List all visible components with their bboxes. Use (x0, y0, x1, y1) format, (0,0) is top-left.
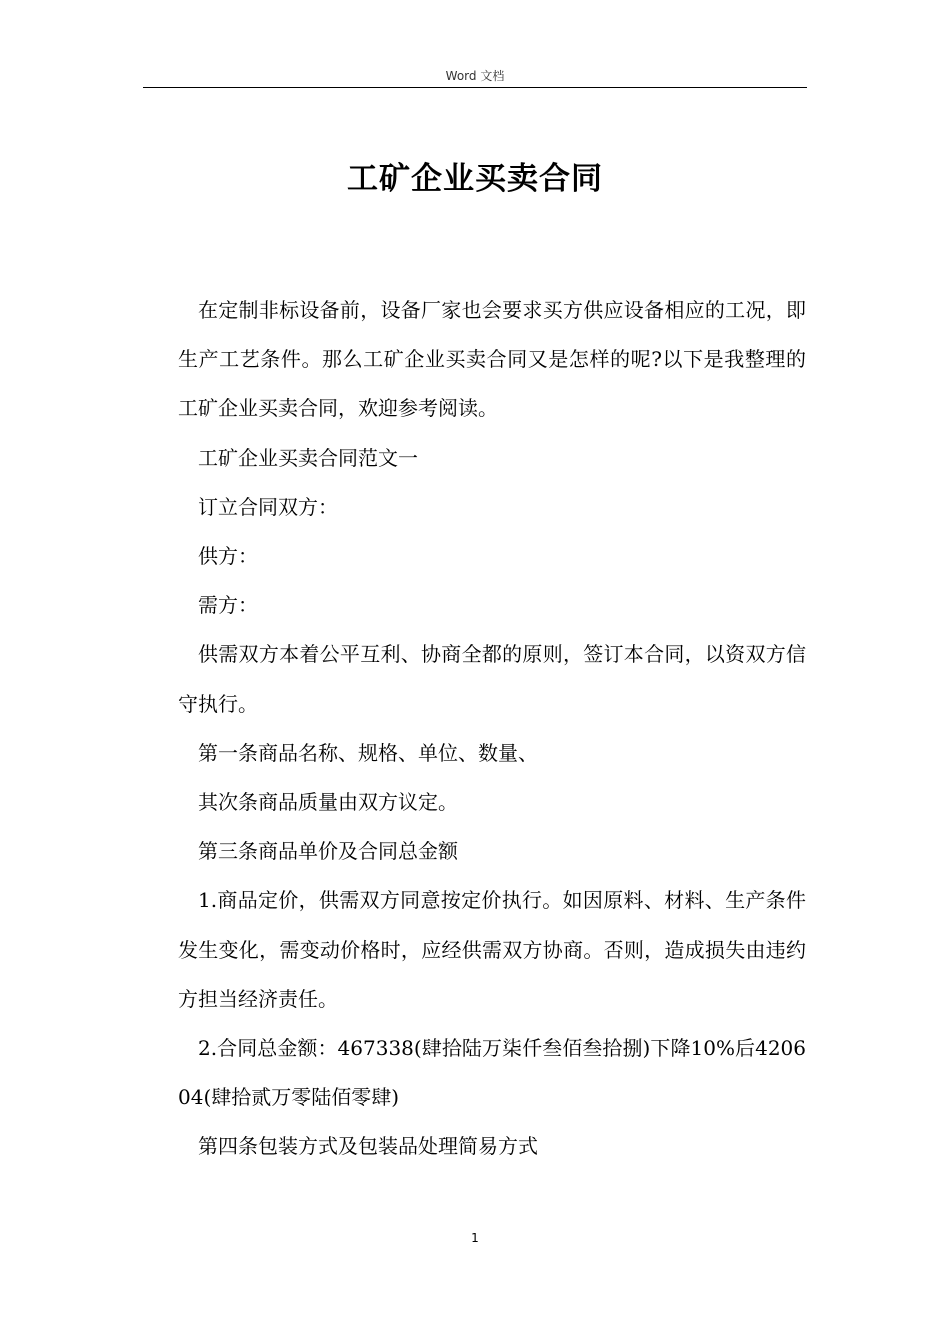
header-divider (143, 87, 807, 88)
document-title: 工矿企业买卖合同 (347, 161, 603, 197)
paragraph-article-3-item-2: 2.合同总金额：467338(肆拾陆万柒仟叁佰叁拾捌)下降10%后420604(肆拾贰万零陆佰零肆) (178, 1036, 806, 1110)
paragraph-article-4: 第四条包装方式及包装品处理简易方式 (198, 1134, 538, 1159)
paragraph-parties: 订立合同双方： (198, 494, 338, 519)
page-header: Word 文档 (445, 69, 505, 83)
paragraph-sample-heading: 工矿企业买卖合同范文一 (198, 445, 418, 470)
paragraph-buyer: 需方： (198, 593, 258, 618)
paragraph-article-2: 其次条商品质量由双方议定。 (198, 790, 458, 815)
paragraph-intro: 在定制非标设备前，设备厂家也会要求买方供应设备相应的工况，即生产工艺条件。那么工矿企业买卖合同又是怎样的呢?以下是我整理的工矿企业买卖合同，欢迎参考阅读。 (178, 298, 806, 421)
paragraph-article-1: 第一条商品名称、规格、单位、数量、 (198, 740, 538, 765)
paragraph-article-3-item-1: 1.商品定价，供需双方同意按定价执行。如因原料、材料、生产条件发生变化，需变动价格时，应经供需双方协商。否则，造成损失由违约方担当经济责任。 (178, 888, 806, 1011)
document-body (178, 286, 806, 1172)
paragraph-article-3: 第三条商品单价及合同总金额 (198, 839, 458, 864)
paragraph-principle: 供需双方本着公平互利、协商全都的原则，签订本合同，以资双方信守执行。 (178, 642, 806, 716)
page-number: 1 (471, 1231, 479, 1245)
paragraph-supplier: 供方： (198, 544, 258, 569)
